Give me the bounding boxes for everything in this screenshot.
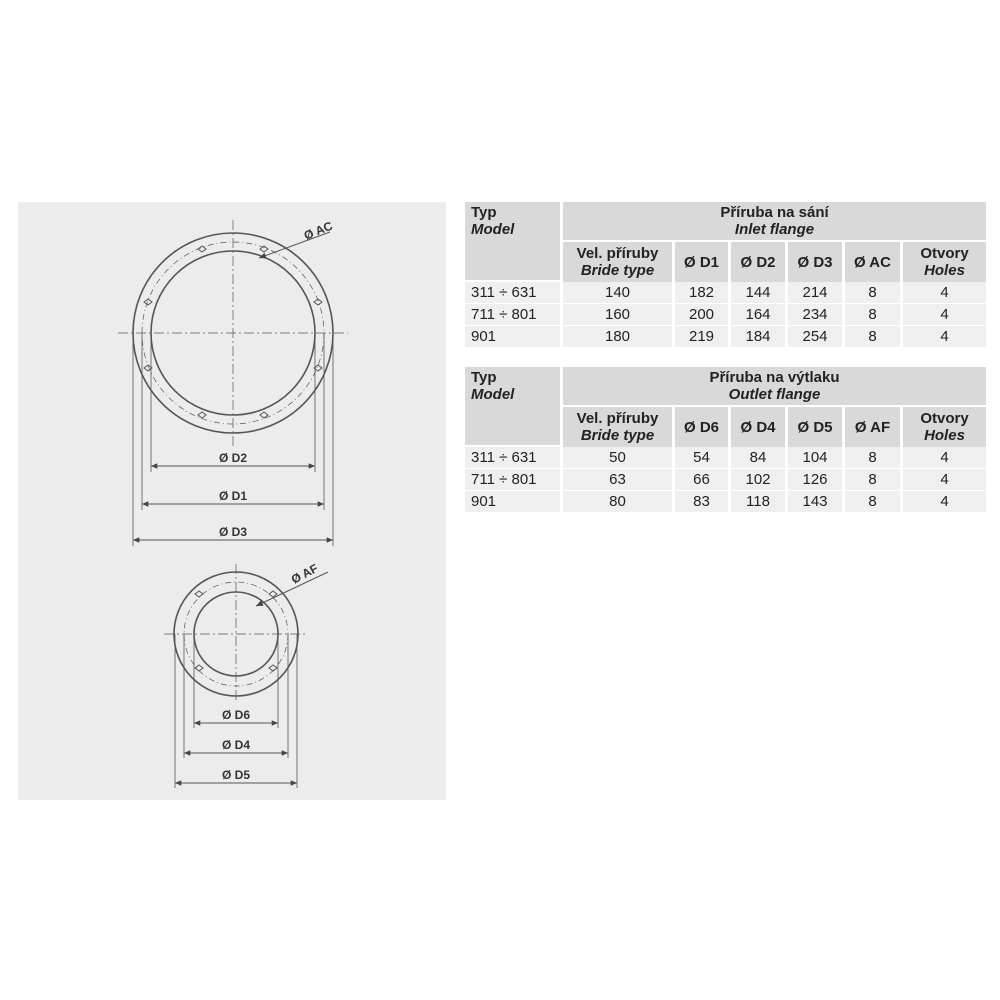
cell: 8 <box>845 326 903 348</box>
cell: 63 <box>563 469 675 491</box>
cell: 711 ÷ 801 <box>465 469 563 491</box>
label-ac: Ø AC <box>301 218 335 243</box>
cell: 8 <box>845 447 903 469</box>
label-d1: Ø D1 <box>218 489 248 503</box>
outlet-flange-drawing <box>164 564 328 788</box>
table-row <box>465 304 986 326</box>
cell: 4 <box>903 447 986 469</box>
cell: 311 ÷ 631 <box>465 447 563 469</box>
col-d4: Ø D4 <box>731 407 788 447</box>
col-d5: Ø D5 <box>788 407 845 447</box>
cell: 4 <box>903 491 986 513</box>
cell: 254 <box>788 326 845 348</box>
flange-drawings <box>18 202 446 800</box>
cell: 4 <box>903 304 986 326</box>
typ-cz: Typ <box>471 369 497 386</box>
col-bride-en: Bride type <box>580 427 655 444</box>
cell: 182 <box>675 282 731 304</box>
col-d1: Ø D1 <box>675 242 731 282</box>
col-holes-cz: Otvory <box>920 245 969 262</box>
cell: 118 <box>731 491 788 513</box>
cell: 66 <box>675 469 731 491</box>
typ-cz: Typ <box>471 204 497 221</box>
table-row <box>465 491 986 513</box>
table-row <box>465 326 986 348</box>
label-d5: Ø D5 <box>221 768 251 782</box>
cell: 143 <box>788 491 845 513</box>
label-d2: Ø D2 <box>218 451 248 465</box>
cell: 184 <box>731 326 788 348</box>
outlet-title-en: Outlet flange <box>728 386 821 403</box>
cell: 80 <box>563 491 675 513</box>
col-holes-cz: Otvory <box>920 410 969 427</box>
col-bride <box>563 407 675 447</box>
col-d2: Ø D2 <box>731 242 788 282</box>
outlet-title-cz: Příruba na výtlaku <box>709 369 840 386</box>
col-bride-cz: Vel. příruby <box>576 245 659 262</box>
cell: 144 <box>731 282 788 304</box>
cell: 8 <box>845 304 903 326</box>
col-bride <box>563 242 675 282</box>
typ-header <box>465 367 563 447</box>
cell: 4 <box>903 282 986 304</box>
outlet-title <box>563 367 986 407</box>
col-holes-en: Holes <box>924 427 965 444</box>
label-d6: Ø D6 <box>221 708 251 722</box>
cell: 311 ÷ 631 <box>465 282 563 304</box>
typ-en: Model <box>471 221 515 238</box>
cell: 83 <box>675 491 731 513</box>
cell: 126 <box>788 469 845 491</box>
cell: 160 <box>563 304 675 326</box>
table-row <box>465 282 986 304</box>
outlet-flange-table <box>465 367 986 513</box>
cell: 711 ÷ 801 <box>465 304 563 326</box>
cell: 164 <box>731 304 788 326</box>
cell: 140 <box>563 282 675 304</box>
label-af: Ø AF <box>288 561 321 587</box>
cell: 50 <box>563 447 675 469</box>
cell: 8 <box>845 282 903 304</box>
cell: 901 <box>465 491 563 513</box>
cell: 219 <box>675 326 731 348</box>
inlet-title-cz: Příruba na sání <box>720 204 829 221</box>
cell: 234 <box>788 304 845 326</box>
col-d6: Ø D6 <box>675 407 731 447</box>
cell: 104 <box>788 447 845 469</box>
cell: 214 <box>788 282 845 304</box>
cell: 200 <box>675 304 731 326</box>
cell: 8 <box>845 491 903 513</box>
col-bride-cz: Vel. příruby <box>576 410 659 427</box>
cell: 4 <box>903 326 986 348</box>
cell: 901 <box>465 326 563 348</box>
cell: 8 <box>845 469 903 491</box>
col-af: Ø AF <box>845 407 903 447</box>
flange-drawing-panel <box>18 202 446 800</box>
inlet-title <box>563 202 986 242</box>
table-row <box>465 469 986 491</box>
table-row <box>465 447 986 469</box>
cell: 54 <box>675 447 731 469</box>
col-d3: Ø D3 <box>788 242 845 282</box>
cell: 4 <box>903 469 986 491</box>
inlet-flange-table <box>465 202 986 348</box>
typ-header <box>465 202 563 282</box>
inlet-title-en: Inlet flange <box>734 221 815 238</box>
label-d4: Ø D4 <box>221 738 251 752</box>
cell: 84 <box>731 447 788 469</box>
col-ac: Ø AC <box>845 242 903 282</box>
cell: 102 <box>731 469 788 491</box>
col-holes-en: Holes <box>924 262 965 279</box>
cell: 180 <box>563 326 675 348</box>
col-holes <box>903 407 986 447</box>
label-d3: Ø D3 <box>218 525 248 539</box>
col-bride-en: Bride type <box>580 262 655 279</box>
col-holes <box>903 242 986 282</box>
typ-en: Model <box>471 386 515 403</box>
